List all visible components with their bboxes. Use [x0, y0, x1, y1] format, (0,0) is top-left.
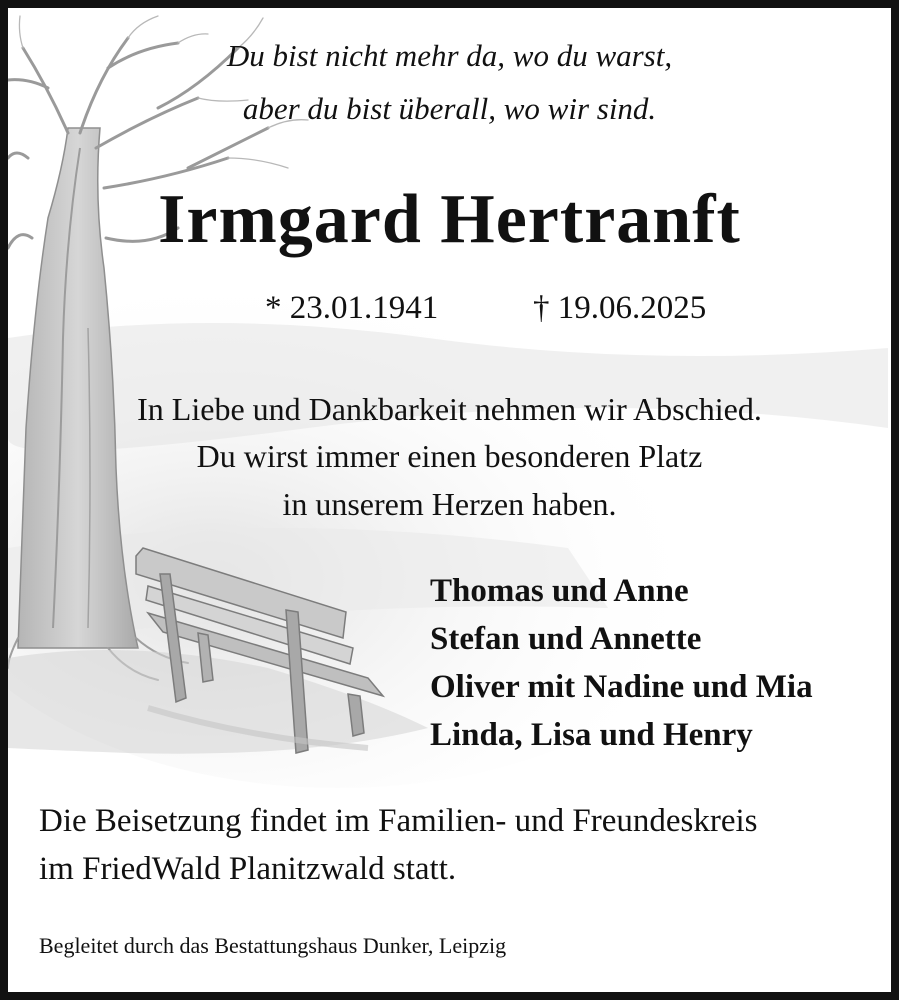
mourner-entry: Stefan und Annette	[430, 621, 702, 657]
mourners-list	[430, 571, 813, 763]
birth-date: * 23.01.1941	[265, 290, 439, 326]
motto-line-1: Du bist nicht mehr da, wo du warst,	[226, 38, 673, 73]
farewell-line-2: Du wirst immer einen besonderen Platz	[196, 438, 703, 474]
farewell-line-1: In Liebe und Dankbarkeit nehmen wir Abschied.	[137, 391, 762, 427]
undertaker-credit: Begleitet durch das Bestattungshaus Dunker, Leipzig	[39, 933, 507, 958]
burial-info-line-2: im FriedWald Planitzwald statt.	[39, 851, 457, 887]
death-date: † 19.06.2025	[533, 290, 707, 326]
mourner-entry: Linda, Lisa und Henry	[430, 717, 753, 753]
deceased-name: Irmgard Hertranft	[158, 181, 741, 258]
mourner-entry: Thomas und Anne	[430, 573, 689, 609]
farewell-line-3: in unserem Herzen haben.	[282, 486, 617, 522]
motto-line-2: aber du bist überall, wo wir sind.	[242, 91, 657, 126]
burial-info-line-1: Die Beisetzung findet im Familien- und Freundeskreis	[39, 803, 758, 839]
mourner-entry: Oliver mit Nadine und Mia	[430, 669, 813, 705]
